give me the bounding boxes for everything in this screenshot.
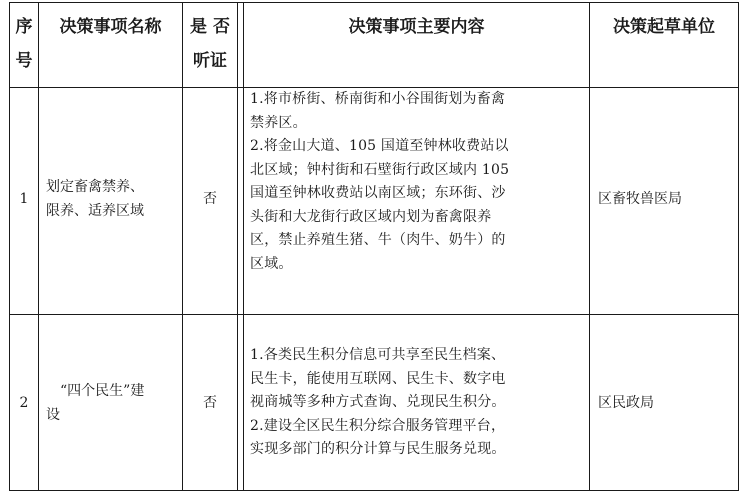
row1-name: 划定畜禽禁养、 限养、适养区域 <box>46 179 144 219</box>
table-border-bottom <box>9 490 739 491</box>
content-line: 1.各类民生积分信息可共享至民生档案、 <box>250 347 506 363</box>
content-line: 区域。 <box>250 255 293 272</box>
header-name: 决策事项名称 <box>59 17 162 37</box>
table-divider <box>38 2 39 491</box>
table-divider <box>237 2 238 491</box>
content-line: 区，禁止养殖生猪、牛（肉牛、奶牛）的 <box>250 232 506 248</box>
row2-seq: 2 <box>19 395 29 411</box>
table-divider <box>243 2 244 491</box>
header-unit: 决策起草单位 <box>613 17 715 37</box>
content-line: 禁养区。 <box>250 114 307 131</box>
content-line: 2.将金山大道、105 国道至钟林收费站以 <box>250 138 509 154</box>
content-line: 国道至钟林收费站以南区域；东环街、沙 <box>250 185 506 201</box>
table-divider <box>589 2 590 491</box>
table-border-top <box>9 2 739 3</box>
table-border-right <box>738 2 739 491</box>
table-divider <box>9 314 739 315</box>
row1-seq: 1 <box>19 191 29 207</box>
content-line: 头街和大龙街行政区域内划为畜禽限养 <box>250 208 492 225</box>
content-line: 北区域；钟村街和石壁街行政区域内 105 <box>250 161 510 178</box>
content-line: 2.建设全区民生积分综合服务管理平台， <box>250 417 506 434</box>
header-content: 决策事项主要内容 <box>348 17 485 37</box>
row2-unit: 区民政局 <box>598 395 654 411</box>
header-seq: 序 号 <box>15 17 33 71</box>
row2-name: “四个民生”建 设 <box>46 383 145 423</box>
row2-hearing: 否 <box>203 395 217 411</box>
content-line: 视商城等多种方式查询、兑现民生积分。 <box>250 394 506 410</box>
row1-unit: 区畜牧兽医局 <box>598 191 682 207</box>
row1-content <box>250 88 588 276</box>
content-line: 1.将市桥街、桥南街和小谷围街划为畜禽 <box>250 91 506 107</box>
content-line: 民生卡，能使用互联网、民生卡、数字电 <box>250 370 506 387</box>
header-hearing: 是 否 听证 <box>190 17 230 71</box>
row2-content <box>250 344 588 462</box>
row1-hearing: 否 <box>203 191 217 207</box>
content-line: 实现多部门的积分计算与民生服务兑现。 <box>250 441 506 457</box>
